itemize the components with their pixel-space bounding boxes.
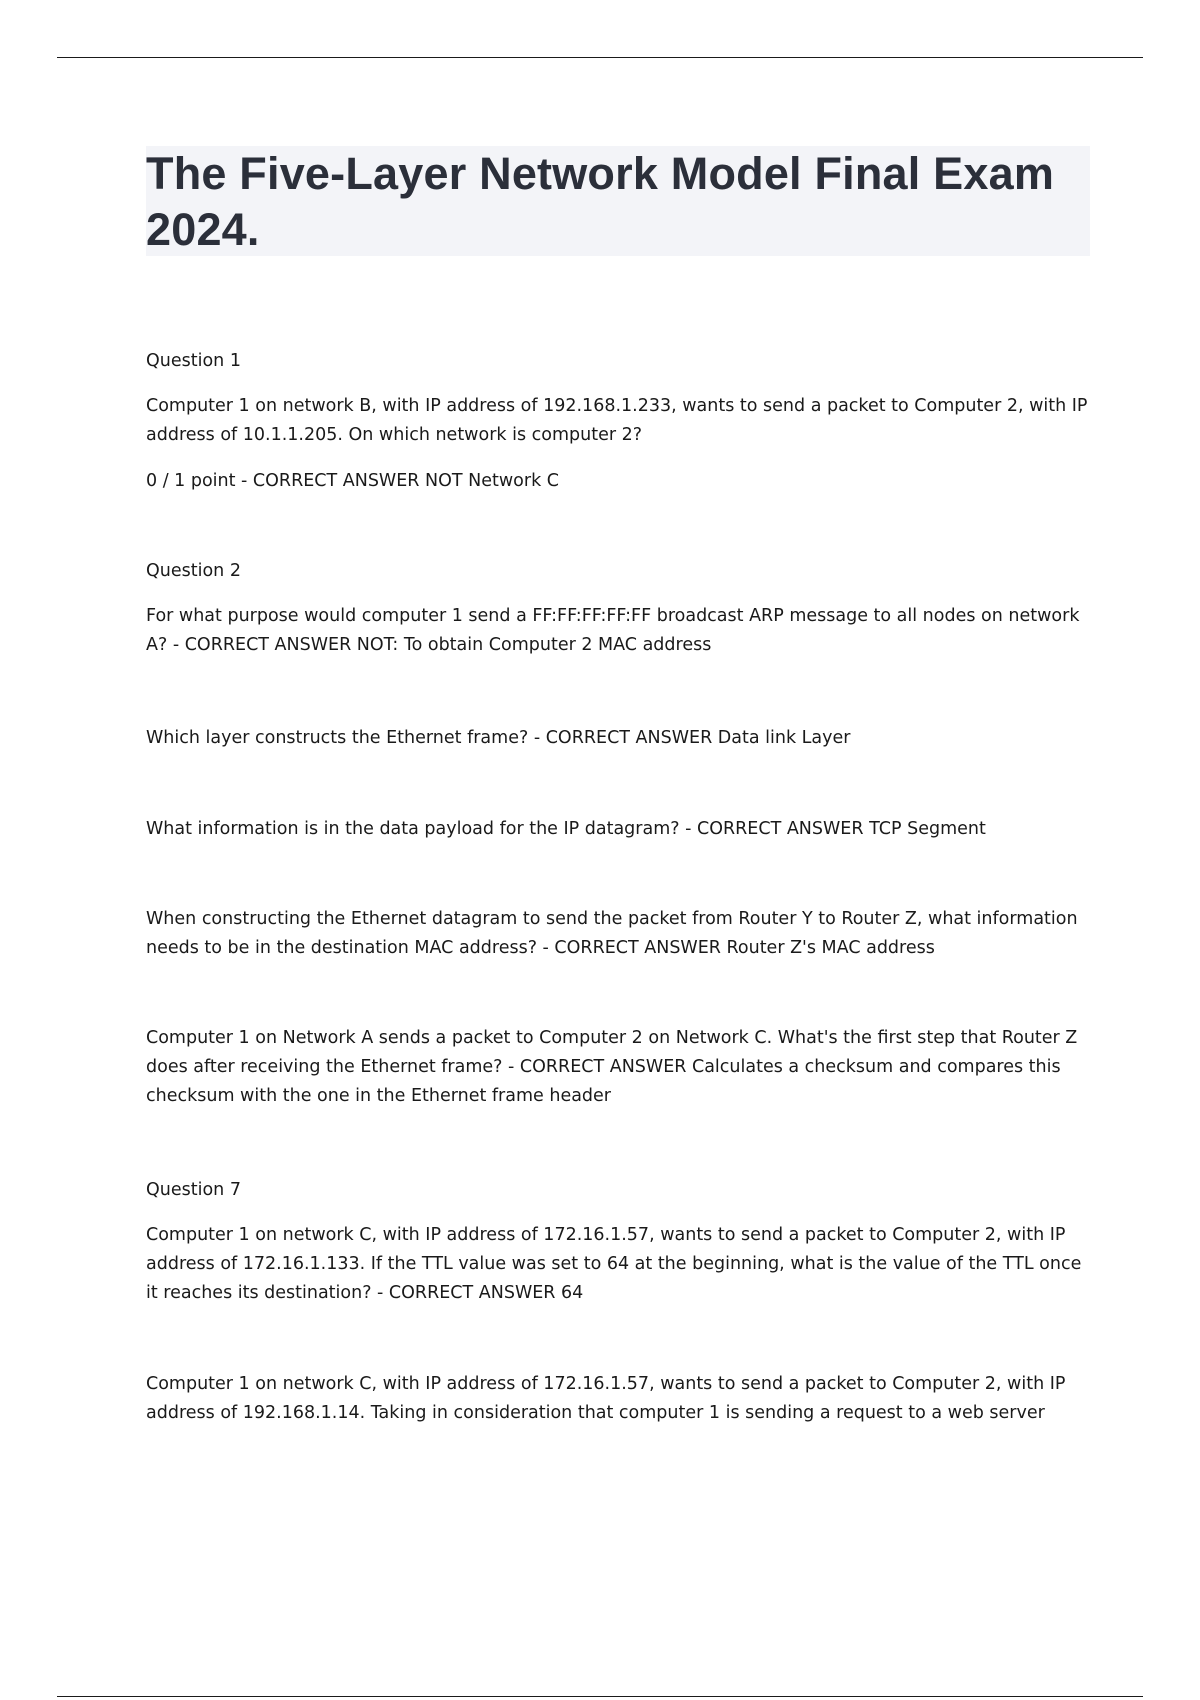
block-question-4-text <box>146 815 1090 844</box>
title-banner <box>146 146 1090 256</box>
block-question-6-text <box>146 1024 1090 1111</box>
question-text: Which layer constructs the Ethernet frame? - CORRECT ANSWER Data link Layer <box>146 728 851 748</box>
answer-text: 0 / 1 point - CORRECT ANSWER NOT Network C <box>146 471 559 491</box>
block-question-1-score <box>146 467 1090 496</box>
question-text: For what purpose would computer 1 send a FF:FF:FF:FF:FF broadcast ARP message to all nodes on network A? - CORRECT ANSWER NOT: To obtain Computer 2 MAC address <box>146 606 1080 655</box>
footer-rule <box>57 1696 1143 1697</box>
block-question-8-text <box>146 1370 1090 1428</box>
question-label: Question 2 <box>146 561 241 581</box>
question-text: What information is in the data payload for the IP datagram? - CORRECT ANSWER TCP Segment <box>146 819 986 839</box>
question-text: Computer 1 on network C, with IP address of 172.16.1.57, wants to send a packet to Computer 2, with IP address of 172.16.1.133. If the TTL value was set to 64 at the beginning, what is the value of the TTL once it reaches its destination? - CORRECT ANSWER 64 <box>146 1225 1082 1303</box>
block-question-2-text <box>146 602 1090 660</box>
block-question-5-text <box>146 905 1090 963</box>
block-question-3-text <box>146 724 1090 753</box>
block-question-7-text <box>146 1221 1090 1308</box>
header-rule <box>57 57 1143 58</box>
question-text: Computer 1 on network B, with IP address of 192.168.1.233, wants to send a packet to Computer 2, with IP address of 10.1.1.205. On which network is computer 2? <box>146 396 1088 445</box>
block-question-1-label <box>146 347 1090 376</box>
block-question-7-label <box>146 1176 1090 1205</box>
question-text: Computer 1 on Network A sends a packet to Computer 2 on Network C. What's the first step that Router Z does after receiving the Ethernet frame? - CORRECT ANSWER Calculates a checksum and compares this checksum with the one in the Ethernet frame header <box>146 1028 1078 1106</box>
question-text: When constructing the Ethernet datagram to send the packet from Router Y to Router Z, what information needs to be in the destination MAC address? - CORRECT ANSWER Router Z's MAC address <box>146 909 1078 958</box>
question-label: Question 1 <box>146 351 241 371</box>
document-title: The Five-Layer Network Model Final Exam 2024. <box>146 148 1055 255</box>
block-question-1-text <box>146 392 1090 450</box>
question-label: Question 7 <box>146 1180 241 1200</box>
question-text: Computer 1 on network C, with IP address of 172.16.1.57, wants to send a packet to Computer 2, with IP address of 192.168.1.14. Taking in consideration that computer 1 is sending a request to a web server <box>146 1374 1066 1423</box>
block-question-2-label <box>146 557 1090 586</box>
